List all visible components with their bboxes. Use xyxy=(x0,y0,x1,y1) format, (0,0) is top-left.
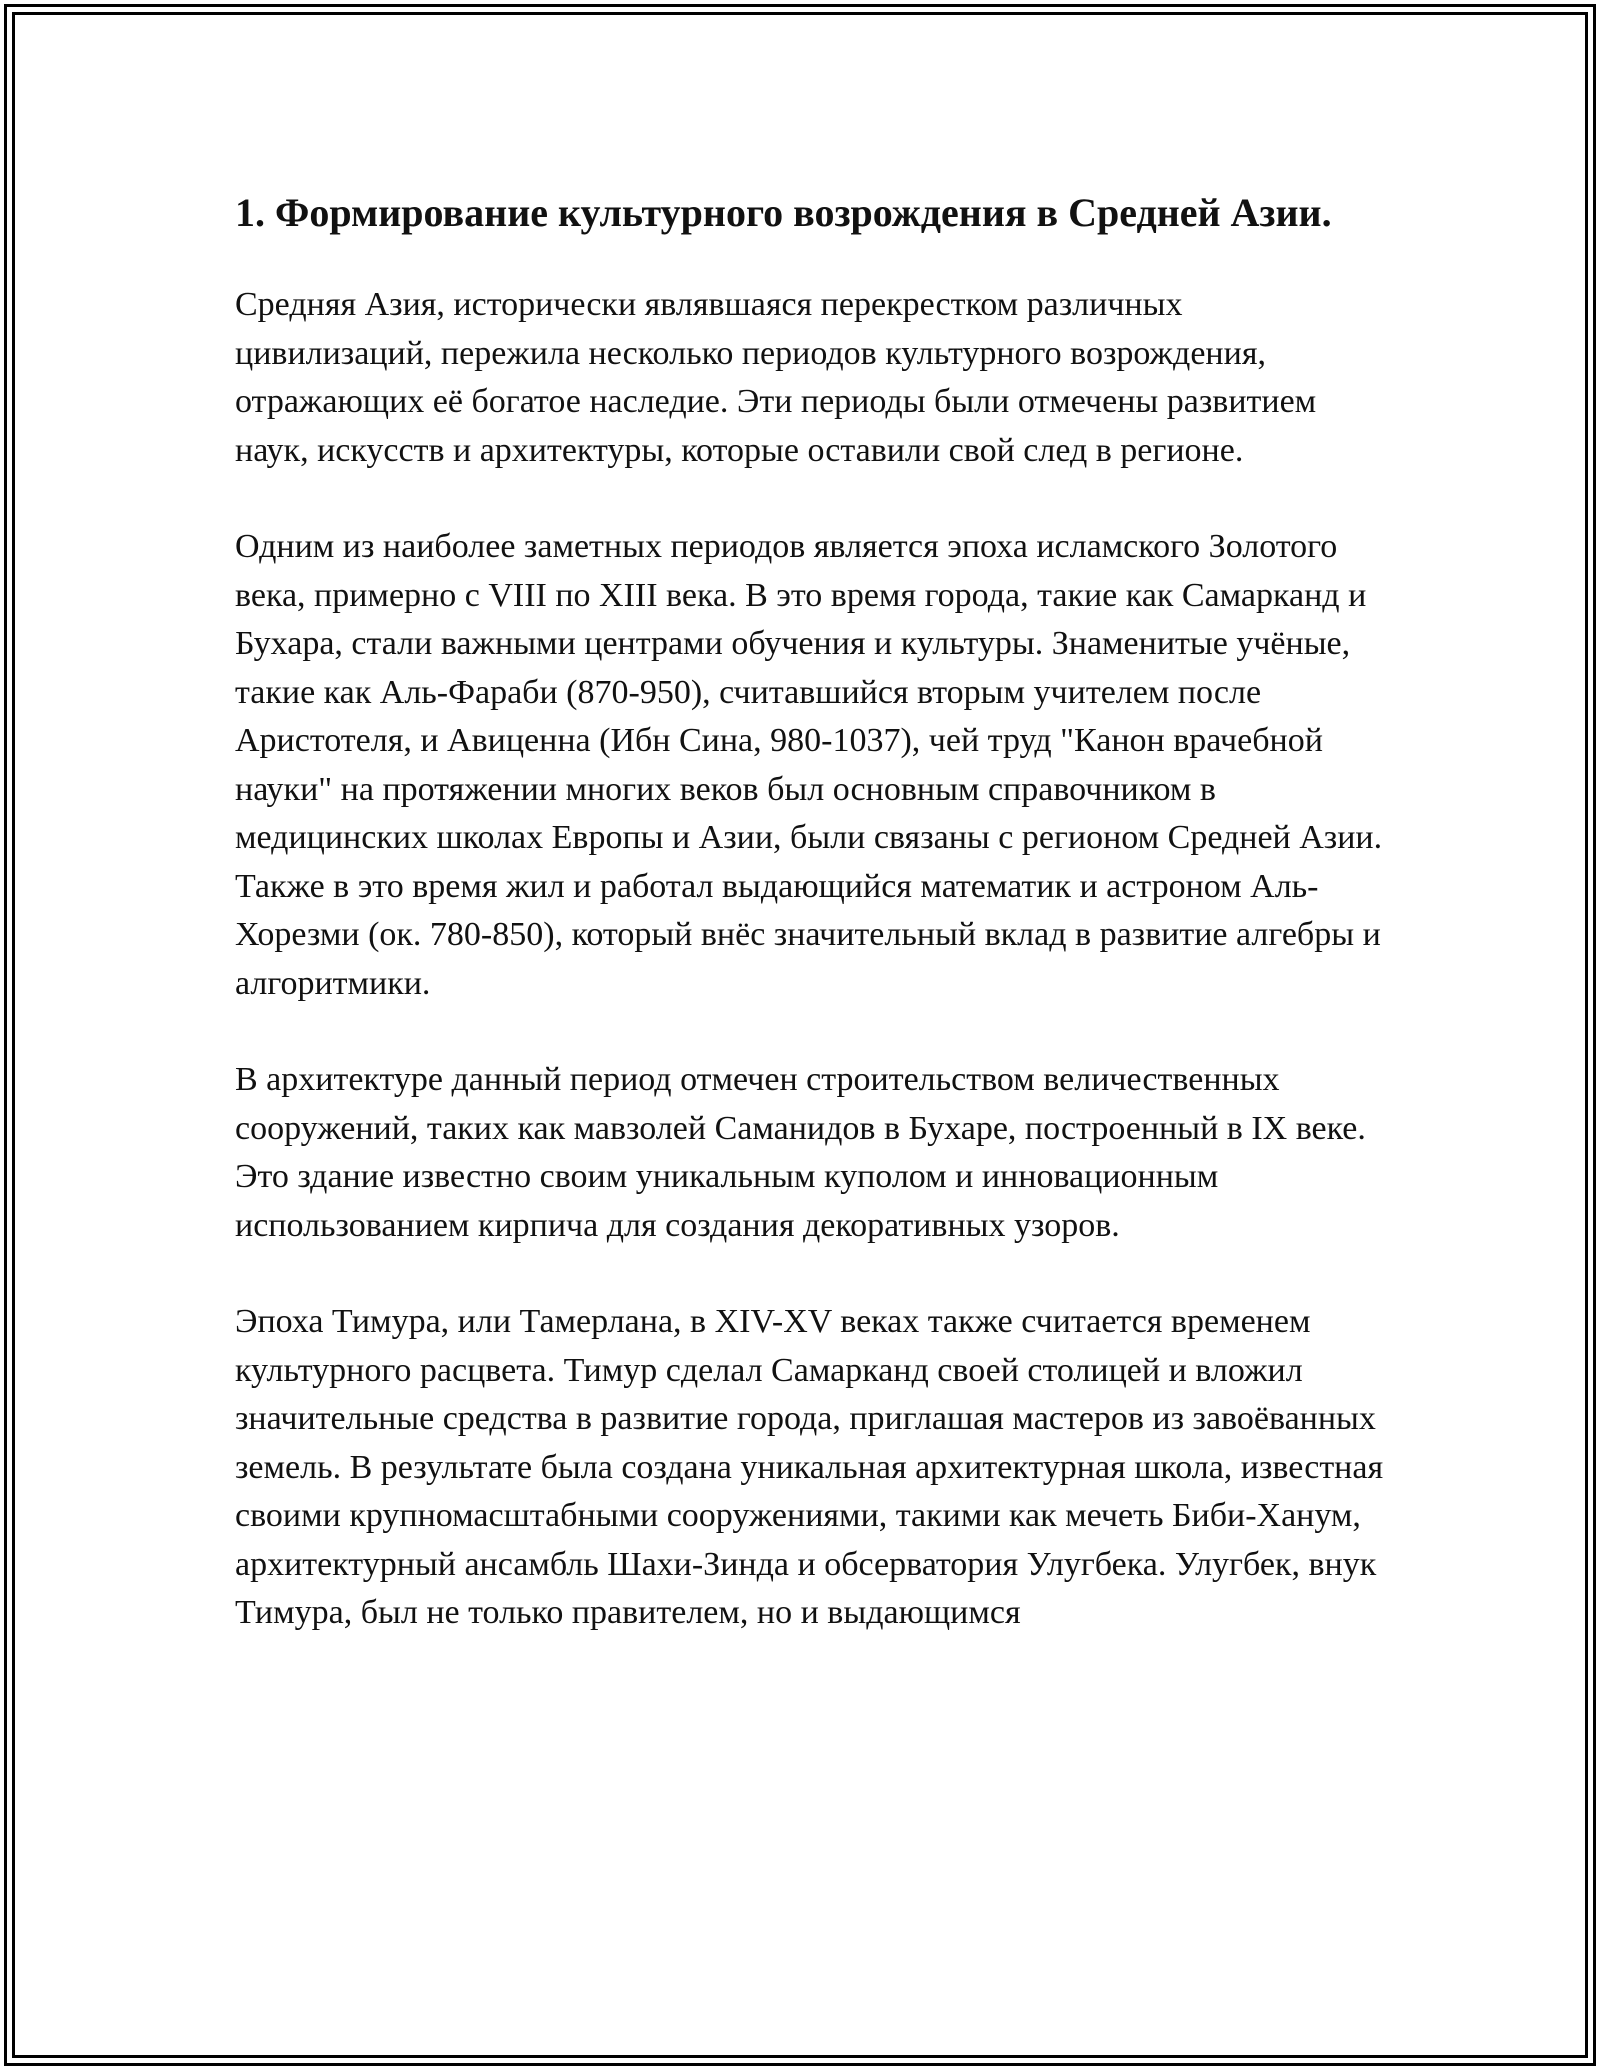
paragraph-intro: Средняя Азия, исторически являвшаяся перекрестком различных цивилизаций, пережила несколько периодов культурного возрождения, отражающих её богатое наследие. Эти периоды были отмечены развитием наук, искусств и архитектуры, которые оставили свой след в регионе. xyxy=(235,286,1317,469)
paragraph-architecture: В архитектуре данный период отмечен строительством величественных сооружений, таких как мавзолей Саманидов в Бухаре, построенный в IX веке. Это здание известно своим уникальным куполом и инновационным использованием кирпича для создания декоративных узоров. xyxy=(235,1061,1366,1244)
section-heading: 1. Формирование культурного возрождения в Средней Азии. xyxy=(235,190,1332,235)
paragraph-timur-era: Эпоха Тимура, или Тамерлана, в XIV-XV веках также считается временем культурного расцвета. Тимур сделал Самарканд своей столицей и вложил значительные средства в развитие города, приглашая мастеров из завоёванных земель. В результате была создана уникальная архитектурная школа, известная своими крупномасштабными сооружениями, такими как мечеть Биби-Ханум, архитектурный ансамбль Шахи-Зинда и обсерватория Улугбека. Улугбек, внук Тимура, был не только правителем, но и выдающимся xyxy=(235,1303,1384,1631)
paragraph-golden-age: Одним из наиболее заметных периодов является эпоха исламского Золотого века, примерно с VIII по XIII века. В это время города, такие как Самарканд и Бухара, стали важными центрами обучения и культуры. Знаменитые учёные, такие как Аль-Фараби (870-950), считавшийся вторым учителем после Аристотеля, и Авиценна (Ибн Сина, 980-1037), чей труд "Канон врачебной науки" на протяжении многих веков был основным справочником в медицинских школах Европы и Азии, были связаны с регионом Средней Азии. Также в это время жил и работал выдающийся математик и астроном Аль-Хорезми (ок. 780-850), который внёс значительный вклад в развитие алгебры и алгоритмики. xyxy=(235,528,1383,1002)
document-body xyxy=(235,185,1385,1686)
